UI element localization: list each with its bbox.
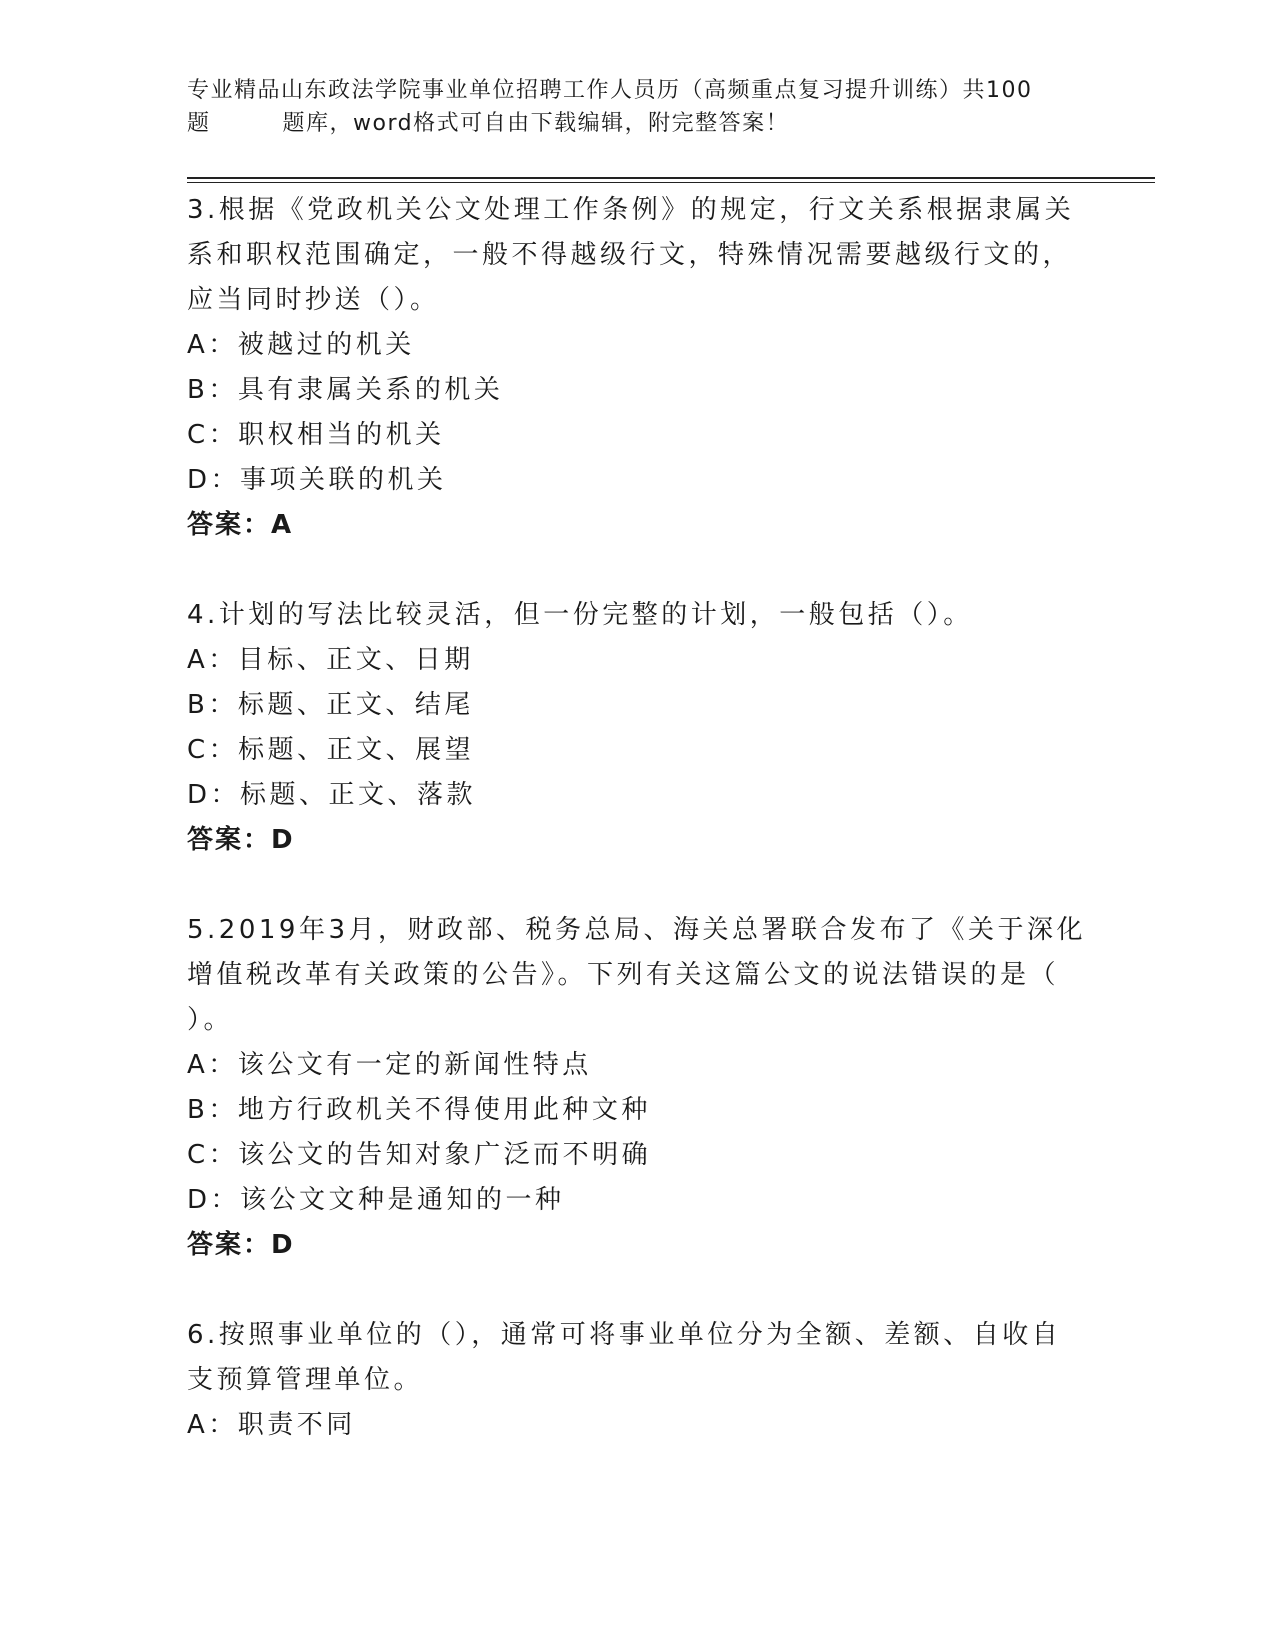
question-3 bbox=[187, 188, 1087, 548]
header-title-line-2-a: 题 bbox=[187, 111, 211, 136]
question-spacer bbox=[187, 863, 1087, 908]
option-d: D：事项关联的机关 bbox=[187, 465, 447, 495]
question-4 bbox=[187, 593, 1087, 863]
option-a: A：目标、正文、日期 bbox=[187, 645, 474, 675]
question-spacer bbox=[187, 1268, 1087, 1313]
question-text-line: 4.计划的写法比较灵活，但一份完整的计划，一般包括（）。 bbox=[187, 600, 973, 630]
option-d: D：标题、正文、落款 bbox=[187, 780, 477, 810]
question-text-line: 3.根据《党政机关公文处理工作条例》的规定，行文关系根据隶属关 bbox=[187, 195, 1075, 225]
option-a: A：被越过的机关 bbox=[187, 330, 415, 360]
question-text-line: 6.按照事业单位的（），通常可将事业单位分为全额、差额、自收自 bbox=[187, 1320, 1062, 1350]
header-title-line-2-b: 题库，word格式可自由下载编辑，附完整答案！ bbox=[282, 111, 790, 136]
question-text-line: 支预算管理单位。 bbox=[187, 1365, 424, 1395]
answer-label: 答案：A bbox=[187, 510, 294, 540]
answer-label: 答案：D bbox=[187, 1230, 295, 1260]
question-text-line: 5.2019年3月，财政部、税务总局、海关总署联合发布了《关于深化 bbox=[187, 915, 1087, 945]
question-5 bbox=[187, 908, 1087, 1268]
header-divider-thick bbox=[187, 177, 1155, 179]
document-header bbox=[187, 74, 1087, 140]
option-c: C：该公文的告知对象广泛而不明确 bbox=[187, 1140, 652, 1170]
question-text-line: ）。 bbox=[187, 1005, 234, 1035]
header-divider-thin bbox=[187, 182, 1155, 183]
option-b: B：标题、正文、结尾 bbox=[187, 690, 474, 720]
header-title-line-1: 专业精品山东政法学院事业单位招聘工作人员历（高频重点复习提升训练）共100 bbox=[187, 78, 1033, 103]
question-text-line: 增值税改革有关政策的公告》。下列有关这篇公文的说法错误的是（ bbox=[187, 960, 1060, 990]
header-title-line-2 bbox=[187, 107, 1087, 140]
question-list bbox=[187, 188, 1087, 1448]
option-c: C：标题、正文、展望 bbox=[187, 735, 475, 765]
option-b: B：具有隶属关系的机关 bbox=[187, 375, 504, 405]
option-a: A：该公文有一定的新闻性特点 bbox=[187, 1050, 592, 1080]
option-c: C：职权相当的机关 bbox=[187, 420, 445, 450]
question-text-line: 系和职权范围确定，一般不得越级行文，特殊情况需要越级行文的， bbox=[187, 240, 1073, 270]
option-d: D：该公文文种是通知的一种 bbox=[187, 1185, 565, 1215]
question-text-line: 应当同时抄送（）。 bbox=[187, 285, 440, 315]
question-spacer bbox=[187, 548, 1087, 593]
option-b: B：地方行政机关不得使用此种文种 bbox=[187, 1095, 651, 1125]
answer-label: 答案：D bbox=[187, 825, 295, 855]
option-a: A：职责不同 bbox=[187, 1410, 356, 1440]
question-6 bbox=[187, 1313, 1087, 1448]
